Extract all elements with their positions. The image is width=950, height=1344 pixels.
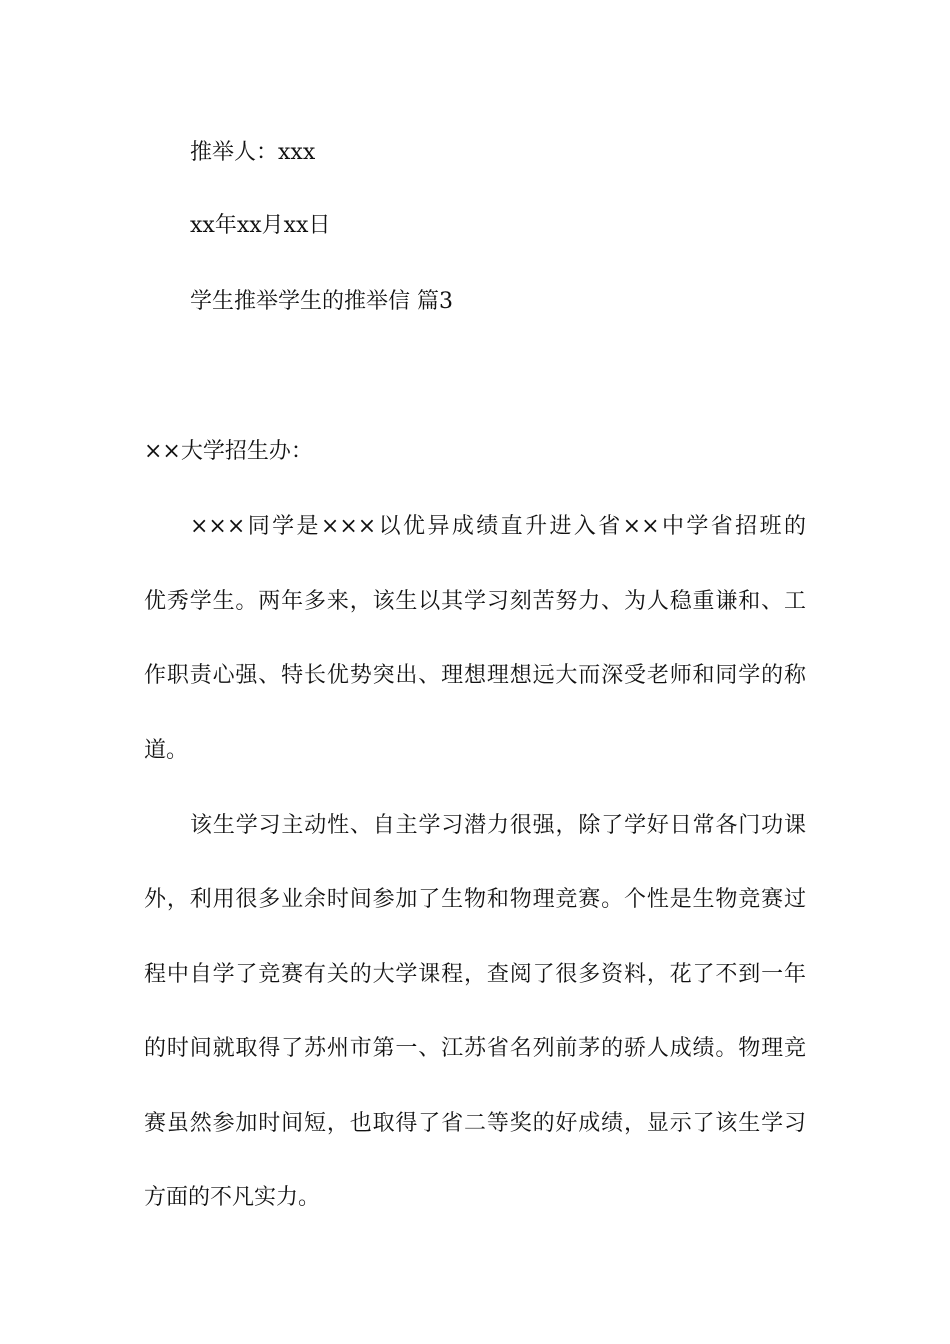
paragraph1-line-1: ×××同学是×××以优异成绩直升进入省××中学省招班的: [190, 514, 806, 539]
section-title: 学生推举学生的推举信 篇3: [190, 289, 453, 314]
paragraph1-line-4: 道。: [144, 738, 189, 763]
paragraph2-line-5: 赛虽然参加时间短，也取得了省二等奖的好成绩，显示了该生学习: [144, 1111, 806, 1136]
recommender-line: 推举人：xxx: [190, 140, 316, 165]
date-line: xx年xx月xx日: [190, 213, 331, 238]
paragraph2-line-2: 外，利用很多业余时间参加了生物和物理竞赛。个性是生物竞赛过: [144, 887, 806, 912]
paragraph1-line-3: 作职责心强、特长优势突出、理想理想远大而深受老师和同学的称: [144, 663, 806, 688]
paragraph2-line-3: 程中自学了竞赛有关的大学课程，查阅了很多资料，花了不到一年: [144, 962, 806, 987]
paragraph1-line-2: 优秀学生。两年多来，该生以其学习刻苦努力、为人稳重谦和、工: [144, 589, 806, 614]
paragraph2-line-6: 方面的不凡实力。: [144, 1185, 321, 1210]
paragraph2-line-1: 该生学习主动性、自主学习潜力很强，除了学好日常各门功课: [190, 813, 806, 838]
paragraph2-line-4: 的时间就取得了苏州市第一、江苏省名列前茅的骄人成绩。物理竞: [144, 1036, 806, 1061]
salutation: ××大学招生办：: [144, 439, 313, 464]
